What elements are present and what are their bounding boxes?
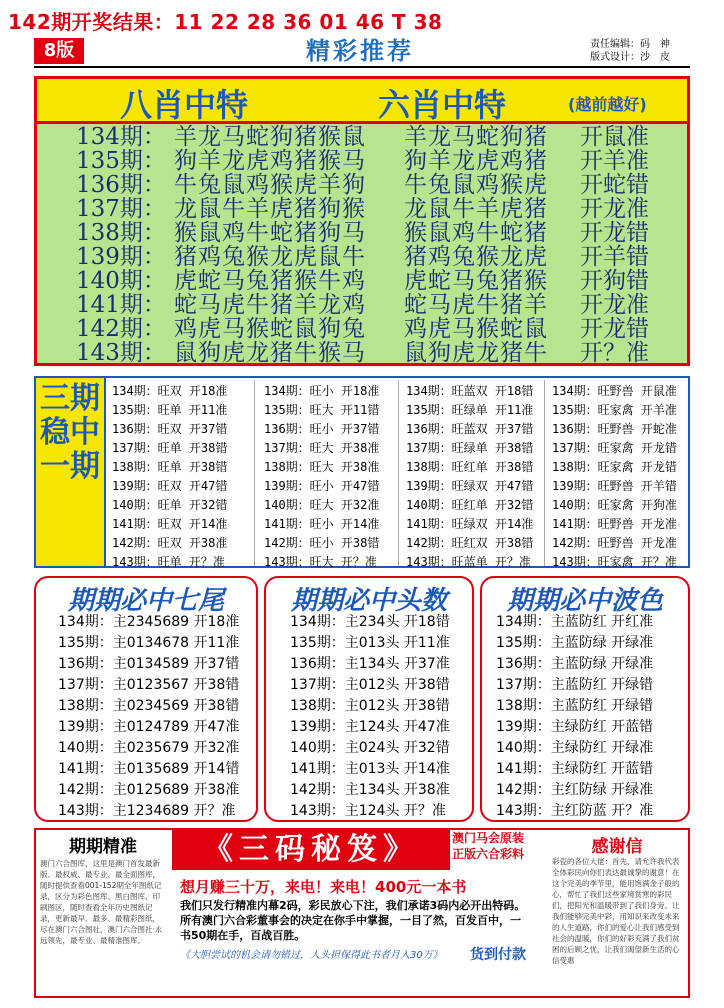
zodiac-row (76, 124, 670, 150)
ad-footnote: 《大胆尝试的机会请勿错过，人头担保得此书者月入30万》 (180, 950, 443, 961)
three-period-row: 142期：旺双 开38准 (112, 536, 228, 550)
period-label: 143期： (76, 340, 166, 366)
three-period-row: 138期：旺家禽 开龙错 (552, 460, 677, 474)
zodiac-row (76, 172, 670, 198)
period-label: 140期： (76, 268, 166, 294)
six-zodiac-set: 鸡虎马猴蛇鼠 (404, 316, 548, 342)
three-period-row: 136期：旺小 开37错 (264, 422, 380, 436)
three-period-row: 136期：旺野兽 开蛇准 (552, 422, 677, 436)
head-numbers-row: 138期：主012头 开38错 (290, 698, 450, 714)
three-period-row: 138期：旺红单 开38错 (406, 460, 534, 474)
result-label: 开狗错 (580, 268, 649, 294)
three-period-row: 141期：旺小 开14准 (264, 517, 380, 531)
seven-tails-row: 141期：主0135689 开14错 (58, 761, 240, 777)
cash-on-delivery-label: 货到付款 (470, 947, 526, 963)
three-period-row: 139期：旺双 开47错 (112, 479, 228, 493)
thank-you-title: 感谢信 (591, 837, 643, 857)
header-divider (34, 66, 690, 68)
result-label: 开羊准 (580, 148, 649, 174)
three-period-row: 134期：旺野兽 开鼠准 (552, 384, 677, 398)
result-label: 开羊错 (580, 244, 649, 270)
eight-zodiac-set: 虎蛇马兔猪猴牛鸡 (174, 268, 366, 294)
three-period-row: 143期：旺家禽 开？准 (552, 555, 677, 569)
three-period-row: 142期：旺红双 开38错 (406, 536, 534, 550)
three-period-row: 137期：旺大 开38准 (264, 441, 380, 455)
head-numbers-list (290, 612, 450, 822)
seven-tails-title: 期期必中七尾 (67, 586, 224, 616)
seven-tails-row: 137期：主0123567 开38错 (58, 677, 240, 693)
period-label: 142期： (76, 316, 166, 342)
eight-zodiac-set: 猴鼠鸡牛蛇猪狗马 (174, 220, 366, 246)
eight-zodiac-set: 羊龙马蛇狗猪猴鼠 (174, 124, 366, 150)
three-period-row: 134期：旺小 开18准 (264, 384, 380, 398)
zodiac-row (76, 268, 670, 294)
head-numbers-row: 143期：主124头 开？准 (290, 803, 446, 819)
three-period-row: 138期：旺大 开38准 (264, 460, 380, 474)
zodiac-row (76, 196, 670, 222)
ad-headline: 想月赚三十万，来电！来电！400元一本书 (180, 878, 467, 896)
three-period-column (264, 382, 404, 572)
wave-color-row: 137期：主蓝防红 开绿错 (496, 677, 654, 693)
three-period-row: 139期：旺小 开47错 (264, 479, 380, 493)
seven-tails-row: 142期：主0125689 开38准 (58, 782, 240, 798)
eight-zodiac-set: 猪鸡兔猴龙虎鼠牛 (174, 244, 366, 270)
wave-color-row: 143期：主红防蓝 开？准 (496, 803, 654, 819)
three-period-row: 134期：旺双 开18准 (112, 384, 228, 398)
three-period-side-title: 三期稳中一期 (40, 381, 100, 484)
head-numbers-row: 134期：主234头 开18错 (290, 614, 450, 630)
eight-zodiac-set: 狗羊龙虎鸡猪猴马 (174, 148, 366, 174)
precise-text: 澳门六合图库，这里是澳门首发最新版、最权威、最专业、最全面图库，随时提供查看001-152期全年图纸记录，区分为彩色图库、黑白图库、印刷图区，随时查看全年历史图纸记录，更新最早、最多、最精彩图纸，尽在澳门六合图社，澳门六合图社·永远领先，最专业、最精准图库。 (40, 859, 163, 945)
three-period-row: 140期：旺大 开32准 (264, 498, 380, 512)
six-zodiac-set: 牛兔鼠鸡猴虎 (404, 172, 548, 198)
ad-body: 我们只发行精准内幕2码，彩民放心下注，我们承诺3码内必开出特码。所有澳门六合彩董事会的决定在你手中掌握，一目了然，百发百中，一书50期在手，百战百胜。 (180, 899, 526, 942)
seven-tails-row: 143期：主1234689 开？准 (58, 803, 236, 819)
three-period-row: 143期：旺蓝单 开？准 (406, 555, 531, 569)
result-label: 开蛇错 (580, 172, 649, 198)
head-numbers-row: 135期：主013头 开11准 (290, 635, 450, 651)
three-period-row: 137期：旺绿单 开38错 (406, 441, 534, 455)
zodiac-row (76, 244, 670, 270)
result-label: 开龙准 (580, 292, 649, 318)
three-period-row: 140期：旺红单 开32错 (406, 498, 534, 512)
official-label-line: 正版六合彩料 (452, 847, 525, 861)
three-period-row: 142期：旺野兽 开龙准 (552, 536, 677, 550)
three-period-row: 138期：旺单 开38错 (112, 460, 228, 474)
head-numbers-row: 142期：主134头 开38准 (290, 782, 450, 798)
secret-book-banner: 《三码秘笈》 (172, 830, 450, 870)
wave-color-row: 141期：主绿防红 开蓝错 (496, 761, 654, 777)
wave-color-row: 139期：主绿防红 开蓝错 (496, 719, 654, 735)
wave-color-row: 136期：主蓝防绿 开绿准 (496, 656, 654, 672)
seven-tails-row: 138期：主0234569 开38错 (58, 698, 240, 714)
head-numbers-title: 期期必中头数 (290, 586, 447, 616)
six-zodiac-set: 羊龙马蛇狗猪 (404, 124, 548, 150)
wave-color-list (496, 612, 653, 822)
wave-color-row: 134期：主蓝防红 开红准 (496, 614, 654, 630)
three-period-column (552, 382, 692, 572)
eight-zodiac-set: 牛兔鼠鸡猴虎羊狗 (174, 172, 366, 198)
editor-credits (590, 38, 670, 64)
wave-color-row: 142期：主红防绿 开绿准 (496, 782, 654, 798)
zodiac-row (76, 292, 670, 318)
three-period-row: 140期：旺单 开32错 (112, 498, 228, 512)
official-label-line: 澳门马会原装 (452, 831, 525, 845)
result-label: 开龙错 (580, 220, 649, 246)
head-numbers-row: 140期：主024头 开32错 (290, 740, 450, 756)
draw-result-headline: 142期开奖结果：11 22 28 36 01 46 T 38 (8, 10, 443, 34)
period-label: 137期： (76, 196, 166, 222)
seven-tails-row: 134期：主2345689 开18准 (58, 614, 240, 630)
six-zodiac-set: 猪鸡兔猴龙虎 (404, 244, 548, 270)
three-period-row: 137期：旺家禽 开龙错 (552, 441, 677, 455)
three-period-row: 140期：旺家禽 开狗准 (552, 498, 677, 512)
eight-zodiac-set: 鼠狗虎龙猪牛猴马 (174, 340, 366, 366)
three-period-row: 135期：旺绿单 开11准 (406, 403, 534, 417)
three-period-row: 136期：旺蓝双 开37错 (406, 422, 534, 436)
three-period-row: 135期：旺单 开11准 (112, 403, 228, 417)
period-label: 135期： (76, 148, 166, 174)
three-period-row: 137期：旺单 开38错 (112, 441, 228, 455)
period-label: 139期： (76, 244, 166, 270)
official-label (452, 830, 524, 862)
three-period-row: 136期：旺双 开37错 (112, 422, 228, 436)
wave-color-row: 135期：主蓝防绿 开绿准 (496, 635, 654, 651)
eight-zodiac-set: 龙鼠牛羊虎猪狗猴 (174, 196, 366, 222)
zodiac-row (76, 316, 670, 342)
wave-color-row: 140期：主绿防红 开绿准 (496, 740, 654, 756)
period-label: 136期： (76, 172, 166, 198)
zodiac-row (76, 220, 670, 246)
period-label: 134期： (76, 124, 166, 150)
period-label: 138期： (76, 220, 166, 246)
six-zodiac-set: 龙鼠牛羊虎猪 (404, 196, 548, 222)
six-zodiac-title: 六肖中特 (378, 86, 507, 124)
zodiac-note: (越前越好) (568, 95, 647, 114)
editor-line: 责任编辑：码 神 (590, 39, 670, 50)
zodiac-row (76, 148, 670, 174)
zodiac-row (76, 340, 670, 366)
seven-tails-row: 135期：主0134678 开11准 (58, 635, 240, 651)
three-period-row: 135期：旺家禽 开羊准 (552, 403, 677, 417)
head-numbers-row: 139期：主124头 开47准 (290, 719, 450, 735)
period-label: 141期： (76, 292, 166, 318)
seven-tails-row: 140期：主0235679 开32准 (58, 740, 240, 756)
six-zodiac-set: 狗羊龙虎鸡猪 (404, 148, 548, 174)
seven-tails-list (58, 612, 239, 822)
seven-tails-row: 136期：主0134589 开37错 (58, 656, 240, 672)
six-zodiac-set: 猴鼠鸡牛蛇猪 (404, 220, 548, 246)
three-period-row: 143期：旺单 开？准 (112, 555, 225, 569)
three-period-row: 134期：旺蓝双 开18错 (406, 384, 534, 398)
three-period-column (112, 382, 252, 572)
result-label: 开？准 (580, 340, 649, 366)
six-zodiac-set: 虎蛇马兔猪猴 (404, 268, 548, 294)
three-period-column (406, 382, 546, 572)
eight-zodiac-set: 鸡虎马猴蛇鼠狗兔 (174, 316, 366, 342)
result-label: 开龙错 (580, 316, 649, 342)
precise-title: 期期精准 (69, 837, 137, 857)
eight-zodiac-title: 八肖中特 (120, 86, 249, 124)
three-period-row: 142期：旺小 开38错 (264, 536, 380, 550)
three-period-row: 141期：旺双 开14准 (112, 517, 228, 531)
wave-color-title: 期期必中波色 (506, 586, 663, 616)
head-numbers-row: 136期：主134头 开37准 (290, 656, 450, 672)
three-period-row: 141期：旺野兽 开龙准 (552, 517, 677, 531)
three-period-row: 141期：旺绿双 开14准 (406, 517, 534, 531)
wave-color-row: 138期：主蓝防红 开绿错 (496, 698, 654, 714)
seven-tails-row: 139期：主0124789 开47准 (58, 719, 240, 735)
thank-you-text: 彩瓷的各位大佬：首先，请允许我代表全体彩民向你们表达最诚挚的谢意！在这个完美的季节里，能用饱满金子般的心，帮忙了我们这些家境贫寒的彩民们，把阳光和温暖带到了我们身旁。让我们能够完美中彩，用知识来改变未来的人生道路，你们的爱心让我们感受到社会的温暖，你们的好彩充满了我们贫困的后顾之忧，让我们渴望新生活的心信受惠 (552, 857, 680, 965)
six-zodiac-set: 蛇马虎牛猪羊 (404, 292, 548, 318)
head-numbers-row: 141期：主013头 开14准 (290, 761, 450, 777)
three-period-row: 139期：旺野兽 开羊错 (552, 479, 677, 493)
head-numbers-row: 137期：主012头 开38错 (290, 677, 450, 693)
result-label: 开鼠准 (580, 124, 649, 150)
result-label: 开龙准 (580, 196, 649, 222)
page-title: 精彩推荐 (306, 37, 414, 65)
column-divider (254, 380, 255, 566)
three-period-row: 139期：旺绿双 开47错 (406, 479, 534, 493)
eight-zodiac-set: 蛇马虎牛猪羊龙鸡 (174, 292, 366, 318)
three-period-row: 135期：旺大 开11错 (264, 403, 380, 417)
page-number-badge: 8版 (34, 38, 84, 64)
designer-line: 版式设计：沙 皮 (590, 52, 670, 63)
three-period-row: 143期：旺大 开？准 (264, 555, 377, 569)
six-zodiac-set: 鼠狗虎龙猪牛 (404, 340, 548, 366)
